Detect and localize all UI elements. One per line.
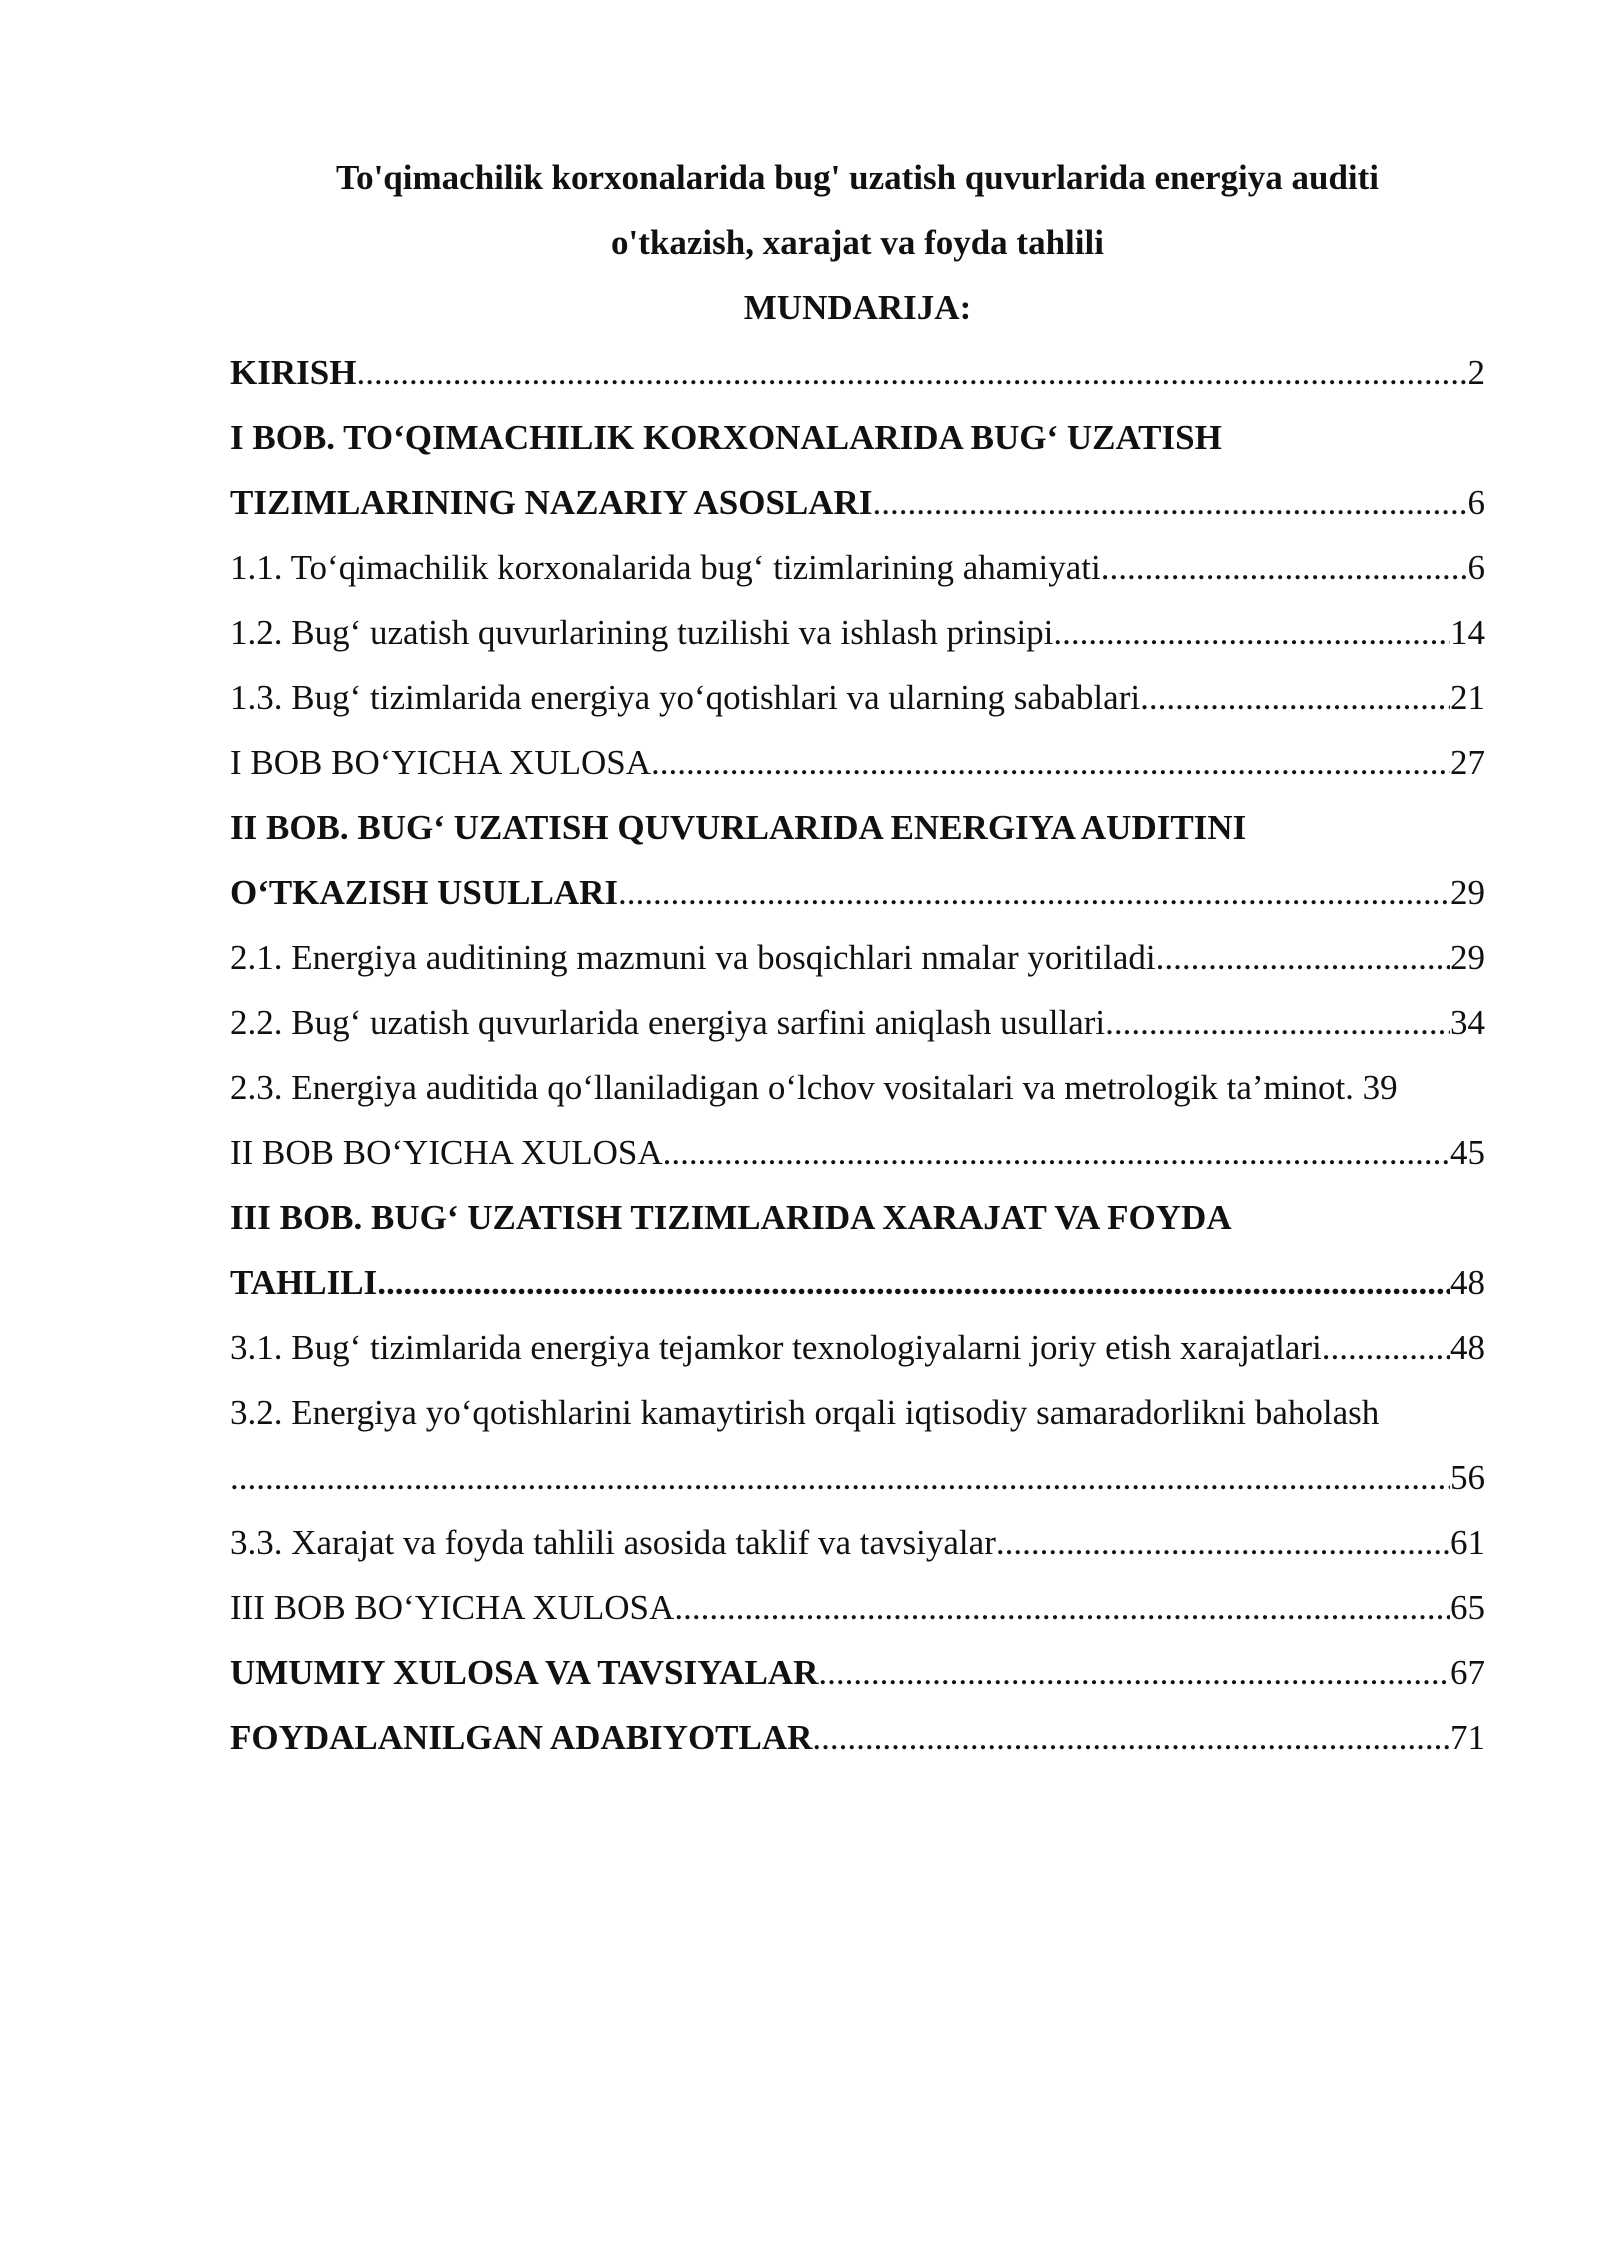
document-title-line-1: To'qimachilik korxonalarida bug' uzatish quvurlarida energiya auditi <box>335 158 1380 197</box>
toc-entry-1-1 <box>230 535 1485 600</box>
toc-entry-chapter-3 <box>230 1185 1485 1315</box>
title-block <box>230 145 1485 340</box>
dot-leader <box>377 1250 1450 1315</box>
dot-leader <box>651 730 1450 795</box>
dot-leader <box>1156 925 1450 990</box>
dot-leader <box>1322 1315 1450 1380</box>
toc-page-number: 71 <box>1450 1718 1485 1757</box>
toc-label-line-2: O‘TKAZISH USULLARI <box>230 873 619 912</box>
toc-entry-3-3 <box>230 1510 1485 1575</box>
toc-label: II BOB BO‘YICHA XULOSA <box>230 1133 663 1172</box>
toc-page-number: 48 <box>1450 1328 1485 1367</box>
toc-page-number: 29 <box>1450 873 1485 912</box>
dot-leader <box>230 1445 1450 1510</box>
toc-page-number: 65 <box>1450 1588 1485 1627</box>
dot-leader <box>996 1510 1450 1575</box>
toc-entry-kirish <box>230 340 1485 405</box>
toc-label: 3.1. Bug‘ tizimlarida energiya tejamkor texnologiyalarni joriy etish xarajatlari <box>230 1328 1322 1367</box>
toc-label: FOYDALANILGAN ADABIYOTLAR <box>230 1718 813 1757</box>
toc-label-with-page: 2.3. Energiya auditida qo‘llaniladigan o‘lchov vositalari va metrologik ta’minot. 39 <box>230 1068 1398 1107</box>
toc-entry-chapter-2-conclusion <box>230 1120 1485 1185</box>
toc-entry-references <box>230 1705 1485 1770</box>
dot-leader <box>1053 600 1450 665</box>
toc-entry-2-1 <box>230 925 1485 990</box>
toc-page-number: 21 <box>1450 678 1485 717</box>
dot-leader <box>663 1120 1450 1185</box>
toc-label: III BOB BO‘YICHA XULOSA <box>230 1588 675 1627</box>
toc-label-line-1: 3.2. Energiya yo‘qotishlarini kamaytirish orqali iqtisodiy samaradorlikni baholash <box>230 1393 1380 1432</box>
toc-label: 1.2. Bug‘ uzatish quvurlarining tuzilishi va ishlash prinsipi <box>230 613 1054 652</box>
dot-leader <box>618 860 1450 925</box>
toc-entry-3-2 <box>230 1380 1485 1510</box>
toc-page-number: 48 <box>1450 1263 1485 1302</box>
toc-page-number: 29 <box>1450 938 1485 977</box>
toc-label: UMUMIY XULOSA VA TAVSIYALAR <box>230 1653 819 1692</box>
toc-page-number: 6 <box>1467 548 1485 587</box>
document-title-line-2: o'tkazish, xarajat va foyda tahlili <box>611 223 1104 262</box>
toc-label: 2.2. Bug‘ uzatish quvurlarida energiya sarfini aniqlash usullari <box>230 1003 1106 1042</box>
toc-entry-chapter-1-conclusion <box>230 730 1485 795</box>
table-of-contents <box>230 340 1485 1770</box>
dot-leader <box>818 1640 1450 1705</box>
toc-entry-1-3 <box>230 665 1485 730</box>
dot-leader <box>674 1575 1450 1640</box>
toc-label-line-1: I BOB. TO‘QIMACHILIK KORXONALARIDA BUG‘ UZATISH <box>230 418 1222 457</box>
toc-entry-chapter-3-conclusion <box>230 1575 1485 1640</box>
toc-label-line-2: TAHLILI <box>230 1263 378 1302</box>
toc-entry-3-1 <box>230 1315 1485 1380</box>
dot-leader <box>872 470 1467 535</box>
dot-leader <box>1101 535 1468 600</box>
toc-label-line-1: III BOB. BUG‘ UZATISH TIZIMLARIDA XARAJAT VA FOYDA <box>230 1198 1232 1237</box>
toc-label: 1.3. Bug‘ tizimlarida energiya yo‘qotishlari va ularning sabablari <box>230 678 1141 717</box>
toc-entry-1-2 <box>230 600 1485 665</box>
toc-page-number: 27 <box>1450 743 1485 782</box>
dot-leader <box>812 1705 1450 1770</box>
toc-page-number: 45 <box>1450 1133 1485 1172</box>
toc-heading: MUNDARIJA: <box>743 288 972 327</box>
toc-entry-chapter-1 <box>230 405 1485 535</box>
toc-label-line-1: II BOB. BUG‘ UZATISH QUVURLARIDA ENERGIYA AUDITINI <box>230 808 1247 847</box>
toc-entry-2-2 <box>230 990 1485 1055</box>
toc-label: 2.1. Energiya auditining mazmuni va bosqichlari nmalar yoritiladi <box>230 938 1156 977</box>
dot-leader <box>1140 665 1450 730</box>
toc-page-number: 61 <box>1450 1523 1485 1562</box>
toc-label: 1.1. To‘qimachilik korxonalarida bug‘ tizimlarining ahamiyati <box>230 548 1101 587</box>
toc-page-number: 34 <box>1450 1003 1485 1042</box>
toc-page-number: 2 <box>1467 353 1485 392</box>
toc-page-number: 6 <box>1467 483 1485 522</box>
dot-leader <box>356 340 1467 405</box>
toc-entry-2-3 <box>230 1055 1485 1120</box>
toc-page-number: 14 <box>1450 613 1485 652</box>
toc-entry-general-conclusion <box>230 1640 1485 1705</box>
toc-page-number: 56 <box>1450 1458 1485 1497</box>
toc-label: KIRISH <box>230 353 357 392</box>
toc-label-line-2: TIZIMLARINING NAZARIY ASOSLARI <box>230 483 873 522</box>
dot-leader <box>1105 990 1450 1055</box>
toc-label: 3.3. Xarajat va foyda tahlili asosida taklif va tavsiyalar <box>230 1523 996 1562</box>
toc-page-number: 67 <box>1450 1653 1485 1692</box>
toc-entry-chapter-2 <box>230 795 1485 925</box>
toc-label: I BOB BO‘YICHA XULOSA <box>230 743 651 782</box>
